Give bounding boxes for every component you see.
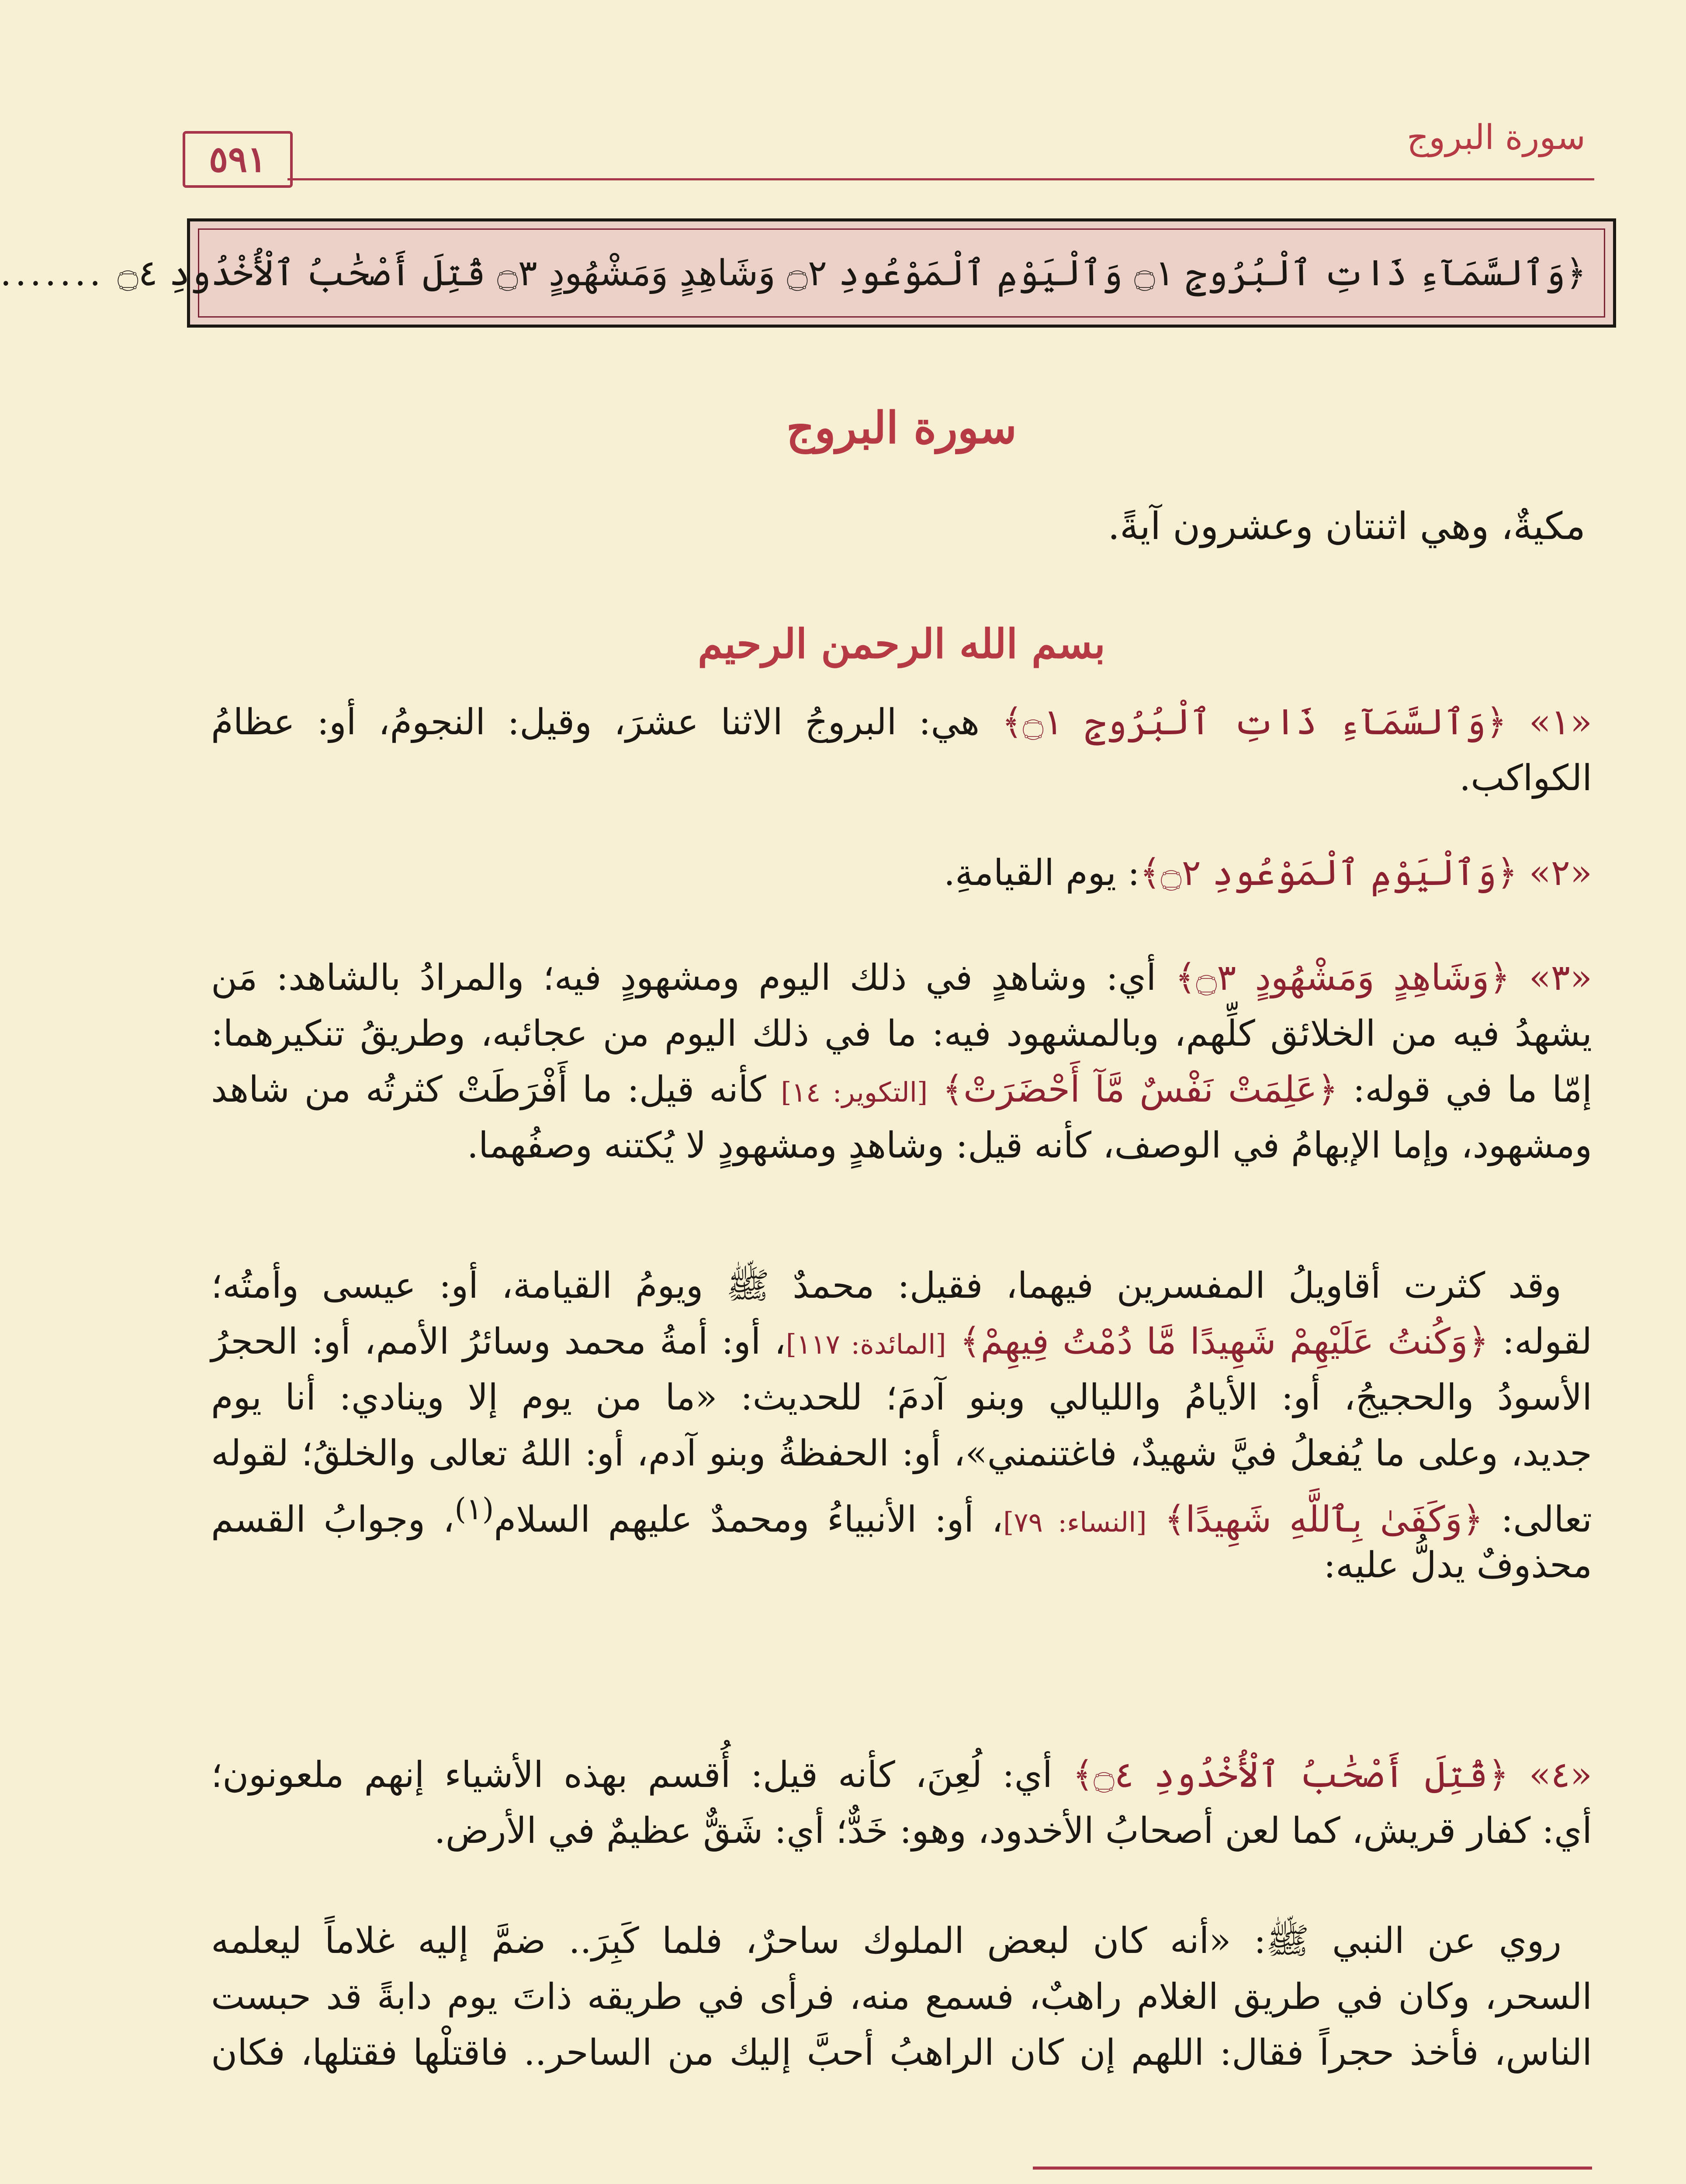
running-header-surah-name: سورة البروج xyxy=(1406,118,1586,157)
verse-number: «٤» xyxy=(1529,1754,1592,1796)
text-line xyxy=(211,695,1592,750)
commentary-text: أي: وشاهدٍ في ذلك اليوم ومشهودٍ فيه؛ والمرادُ بالشاهد: مَن xyxy=(211,957,1156,999)
commentary-text: ، وجوابُ القسم xyxy=(211,1499,455,1541)
commentary-text: لقوله: xyxy=(1502,1321,1592,1362)
quran-quote: ﴿وَكَفَىٰ بِٱللَّهِ شَهِيدًا﴾ xyxy=(1164,1499,1484,1541)
quran-verse-frame xyxy=(0,218,1616,328)
basmala-heading: بسم الله الرحمن الرحيم xyxy=(697,620,1106,667)
tafsir-verse-4 xyxy=(211,1747,1592,1859)
commentary-text: كأنه قيل: ما أَفْرَطَتْ كثرتُه من شاهد xyxy=(211,1069,766,1110)
verse-number: «٣» xyxy=(1529,957,1592,999)
commentary-text: هي: البروجُ الاثنا عشرَ، وقيل: النجومُ، أو: عظامُ xyxy=(211,702,980,743)
tafsir-verse-3 xyxy=(211,950,1592,1174)
verse-number: «١» xyxy=(1529,702,1592,743)
text-line: جديد، وعلى ما يُفعلُ فيَّ شهيدٌ، فاغتنمني»، أو: الحفظةُ وبنو آدم، أو: اللهُ تعالى والخلقُ؛ لقوله xyxy=(211,1433,1592,1474)
commentary-paragraph xyxy=(211,1258,1592,1593)
footnote-marker: (١) xyxy=(454,1492,494,1527)
quran-reference: [التكوير: ١٤] xyxy=(781,1076,928,1108)
footnote-divider xyxy=(1033,2167,1592,2170)
page-number: ٥٩١ xyxy=(183,131,293,188)
quran-verse-frame-inner xyxy=(0,228,1605,318)
quran-quote: ﴿وَكُنتُ عَلَيْهِمْ شَهِيدًا مَّا دُمْتُ فِيهِمْ﴾ xyxy=(959,1321,1489,1362)
quran-reference: [النساء: ٧٩] xyxy=(1003,1506,1147,1538)
text-line: روي عن النبي ﷺ: «أنه كان لبعض الملوك ساحرٌ، فلما كَبِرَ.. ضمَّ إليه غلاماً ليعلمه xyxy=(211,1920,1561,1962)
commentary-text: أي: لُعِنَ، كأنه قيل: أُقسم بهذه الأشياء إنهم ملعونون؛ xyxy=(211,1754,1052,1796)
text-line xyxy=(211,1482,1592,1541)
text-line xyxy=(211,1314,1592,1370)
text-line: الناس، فأخذ حجراً فقال: اللهم إن كان الراهبُ أحبَّ إليك من الساحر.. فاقتلْها فقتلها، فكان xyxy=(211,2032,1592,2073)
quran-quote: ﴿عَلِمَتْ نَفْسٌ مَّآ أَحْضَرَتْ﴾ xyxy=(942,1069,1338,1110)
commentary-text: : يوم القيامةِ. xyxy=(943,852,1140,894)
commentary-text: إمّا ما في قوله: xyxy=(1353,1069,1592,1110)
surah-title: سورة البروج xyxy=(786,402,1017,453)
text-line xyxy=(211,1062,1592,1118)
text-line xyxy=(211,950,1592,1006)
quran-quote: ﴿قُتِلَ أَصْحَٰبُ ٱلْأُخْدُودِ ۝٤﴾ xyxy=(1072,1754,1509,1796)
text-line: الكواكب. xyxy=(1459,757,1592,799)
quran-quote: ﴿وَٱلْيَوْمِ ٱلْمَوْعُودِ ۝٢﴾ xyxy=(1139,852,1518,894)
text-line: يشهدُ فيه من الخلائق كلِّهم، وبالمشهود فيه: ما في ذلك اليوم من عجائبه، وطريقُ تنكيرهما: xyxy=(211,1013,1592,1054)
surah-info: مكيةٌ، وهي اثنتان وعشرون آيةً. xyxy=(1108,505,1586,548)
tafsir-verse-1 xyxy=(211,695,1592,806)
tafsir-verse-2 xyxy=(211,845,1592,901)
text-line: وقد كثرت أقاويلُ المفسرين فيهما، فقيل: محمدٌ ﷺ ويومُ القيامة، أو: عيسى وأمتُه؛ xyxy=(211,1265,1561,1306)
commentary-text: ، أو: أمةُ محمد وسائرُ الأمم، أو: الحجرُ xyxy=(211,1321,786,1362)
text-line xyxy=(211,1747,1592,1803)
verse-continuation-dots: ....... xyxy=(0,252,104,294)
header-divider xyxy=(287,178,1594,180)
text-line: محذوفٌ يدلُّ عليه: xyxy=(1323,1545,1592,1586)
quran-reference: [المائدة: ١١٧] xyxy=(786,1328,946,1360)
quran-verse-text: ﴿وَٱلسَّمَآءِ ذَاتِ ٱلْبُرُوجِ ۝١ وَٱلْيَوْمِ ٱلْمَوْعُودِ ۝٢ وَشَاهِدٍ وَمَشْهُودٍ ۝٣ قُتِلَ أَصْحَٰبُ ٱلْأُخْدُودِ ۝٤ xyxy=(117,252,1586,294)
verse-number: «٢» xyxy=(1529,852,1592,894)
commentary-paragraph xyxy=(211,1913,1592,2081)
text-line: السحر، وكان في طريق الغلام راهبٌ، فسمع منه، فرأى في طريقه ذاتَ يوم دابةً قد حبست xyxy=(211,1976,1592,2018)
text-line: أي: كفار قريش، كما لعن أصحابُ الأخدود، وهو: خَدٌّ؛ أي: شَقٌّ عظيمٌ في الأرض. xyxy=(434,1810,1592,1852)
commentary-text: ، أو: الأنبياءُ ومحمدٌ عليهم السلام xyxy=(494,1499,1004,1541)
quran-quote: ﴿وَشَاهِدٍ وَمَشْهُودٍ ۝٣﴾ xyxy=(1175,957,1510,999)
text-line: ومشهود، وإما الإبهامُ في الوصف، كأنه قيل: وشاهدٍ ومشهودٍ لا يُكتنه وصفُهما. xyxy=(467,1125,1592,1166)
quran-quote: ﴿وَٱلسَّمَآءِ ذَاتِ ٱلْبُرُوجِ ۝١﴾ xyxy=(1001,702,1507,743)
text-line xyxy=(211,845,1592,901)
text-line: الأسودُ والحجيجُ، أو: الأيامُ والليالي وبنو آدمَ؛ للحديث: «ما من يوم إلا وينادي: أنا يوم xyxy=(211,1377,1592,1418)
commentary-text: تعالى: xyxy=(1501,1499,1592,1541)
